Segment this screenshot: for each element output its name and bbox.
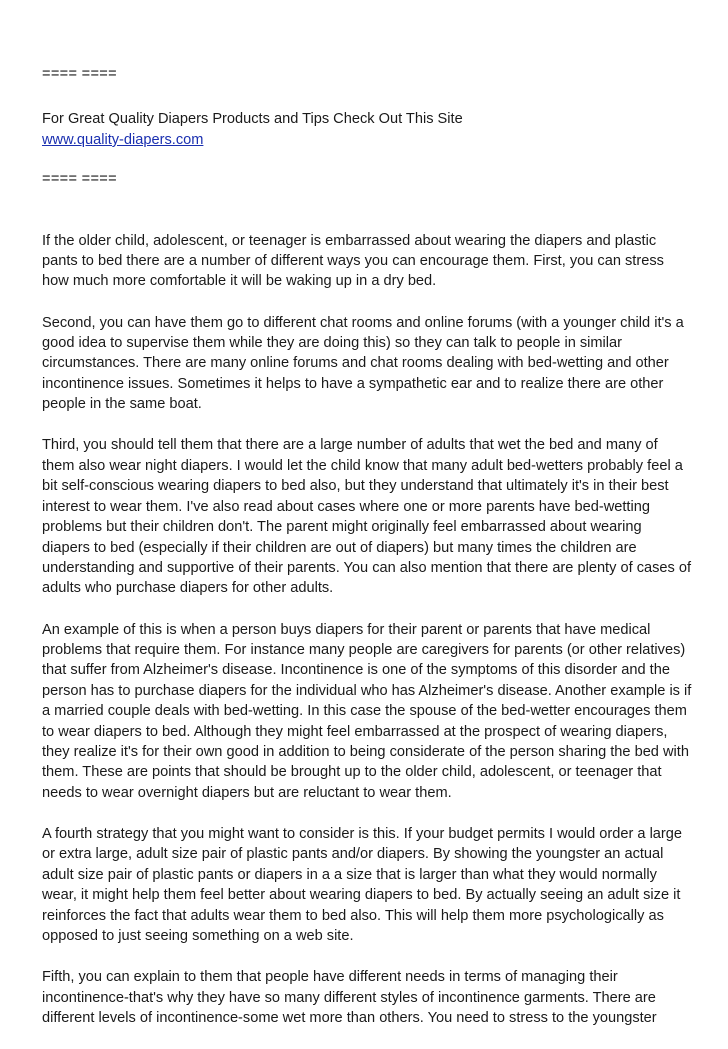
promo-text: For Great Quality Diapers Products and Tips Check Out This Site [42, 111, 463, 128]
paragraph-5: A fourth strategy that you might want to consider is this. If your budget permits I would order a large or extra large, adult size pair of plastic pants and/or diapers. By showing the youngster an actual adult size pair of plastic pants or diapers in a a size that is larger than what they would normally wear, it might help them feel better about wearing diapers to bed. By actually seeing an adult size it reinforces the fact that adults wear them to bed also. This will help them more psychologically as opposed to just seeing something on a web site. [42, 825, 683, 944]
article-body [42, 231, 692, 1029]
separator-top: ==== ==== [42, 66, 117, 82]
document-page [42, 64, 692, 1049]
paragraph-1: If the older child, adolescent, or teenager is embarrassed about wearing the diapers and plastic pants to bed there are a number of different ways you can encourage them. First, you can stress how much more comfortable it will be waking up in a dry bed. [42, 232, 664, 290]
site-link[interactable]: www.quality-diapers.com [42, 131, 204, 148]
paragraph-3: Third, you should tell them that there are a large number of adults that wet the bed and many of them also wear night diapers. I would let the child know that many adult bed-wetters probably feel a bit self-conscious wearing diapers to bed also, but they understand that ultimately it's in their best interest to wear them. I've also read about cases where one or more parents have bed-wetting problems but their children don't. The parent might originally feel embarrassed about wearing diapers to bed (especially if their children are out of diapers) but many times the children are understanding and supportive of their parents. You can also mention that there are plenty of cases of adults who purchase diapers for other adults. [42, 437, 692, 597]
paragraph-2: Second, you can have them go to different chat rooms and online forums (with a younger child it's a good idea to supervise them while they are doing this) so they can talk to people in similar circumstances. There are many online forums and chat rooms dealing with bed-wetting and other incontinence issues. Sometimes it helps to have a sympathetic ear and to realize there are other people in the same boat. [42, 314, 684, 413]
paragraph-4: An example of this is when a person buys diapers for their parent or parents that have medical problems that require them. For instance many people are caregivers for parents (or other relatives) that suffer from Alzheimer's disease. Incontinence is one of the symptoms of this disorder and the person has to purchase diapers for the individual who has Alzheimer's disease. Another example is if a married couple deals with bed-wetting. In this case the spouse of the bed-wetter encourages them to wear diapers to bed. Although they might feel embarrassed at the prospect of wearing diapers, they realize it's for their own good in addition to being considerate of the person sharing the bed with them. These are points that should be brought up to the older child, adolescent, or teenager that needs to wear overnight diapers but are reluctant to wear them. [42, 621, 692, 801]
separator-bottom: ==== ==== [42, 171, 117, 188]
paragraph-6: Fifth, you can explain to them that people have different needs in terms of managing their incontinence-that's why they have so many different styles of incontinence garments. There are different levels of incontinence-some wet more than others. You need to stress to the youngster [42, 969, 657, 1027]
